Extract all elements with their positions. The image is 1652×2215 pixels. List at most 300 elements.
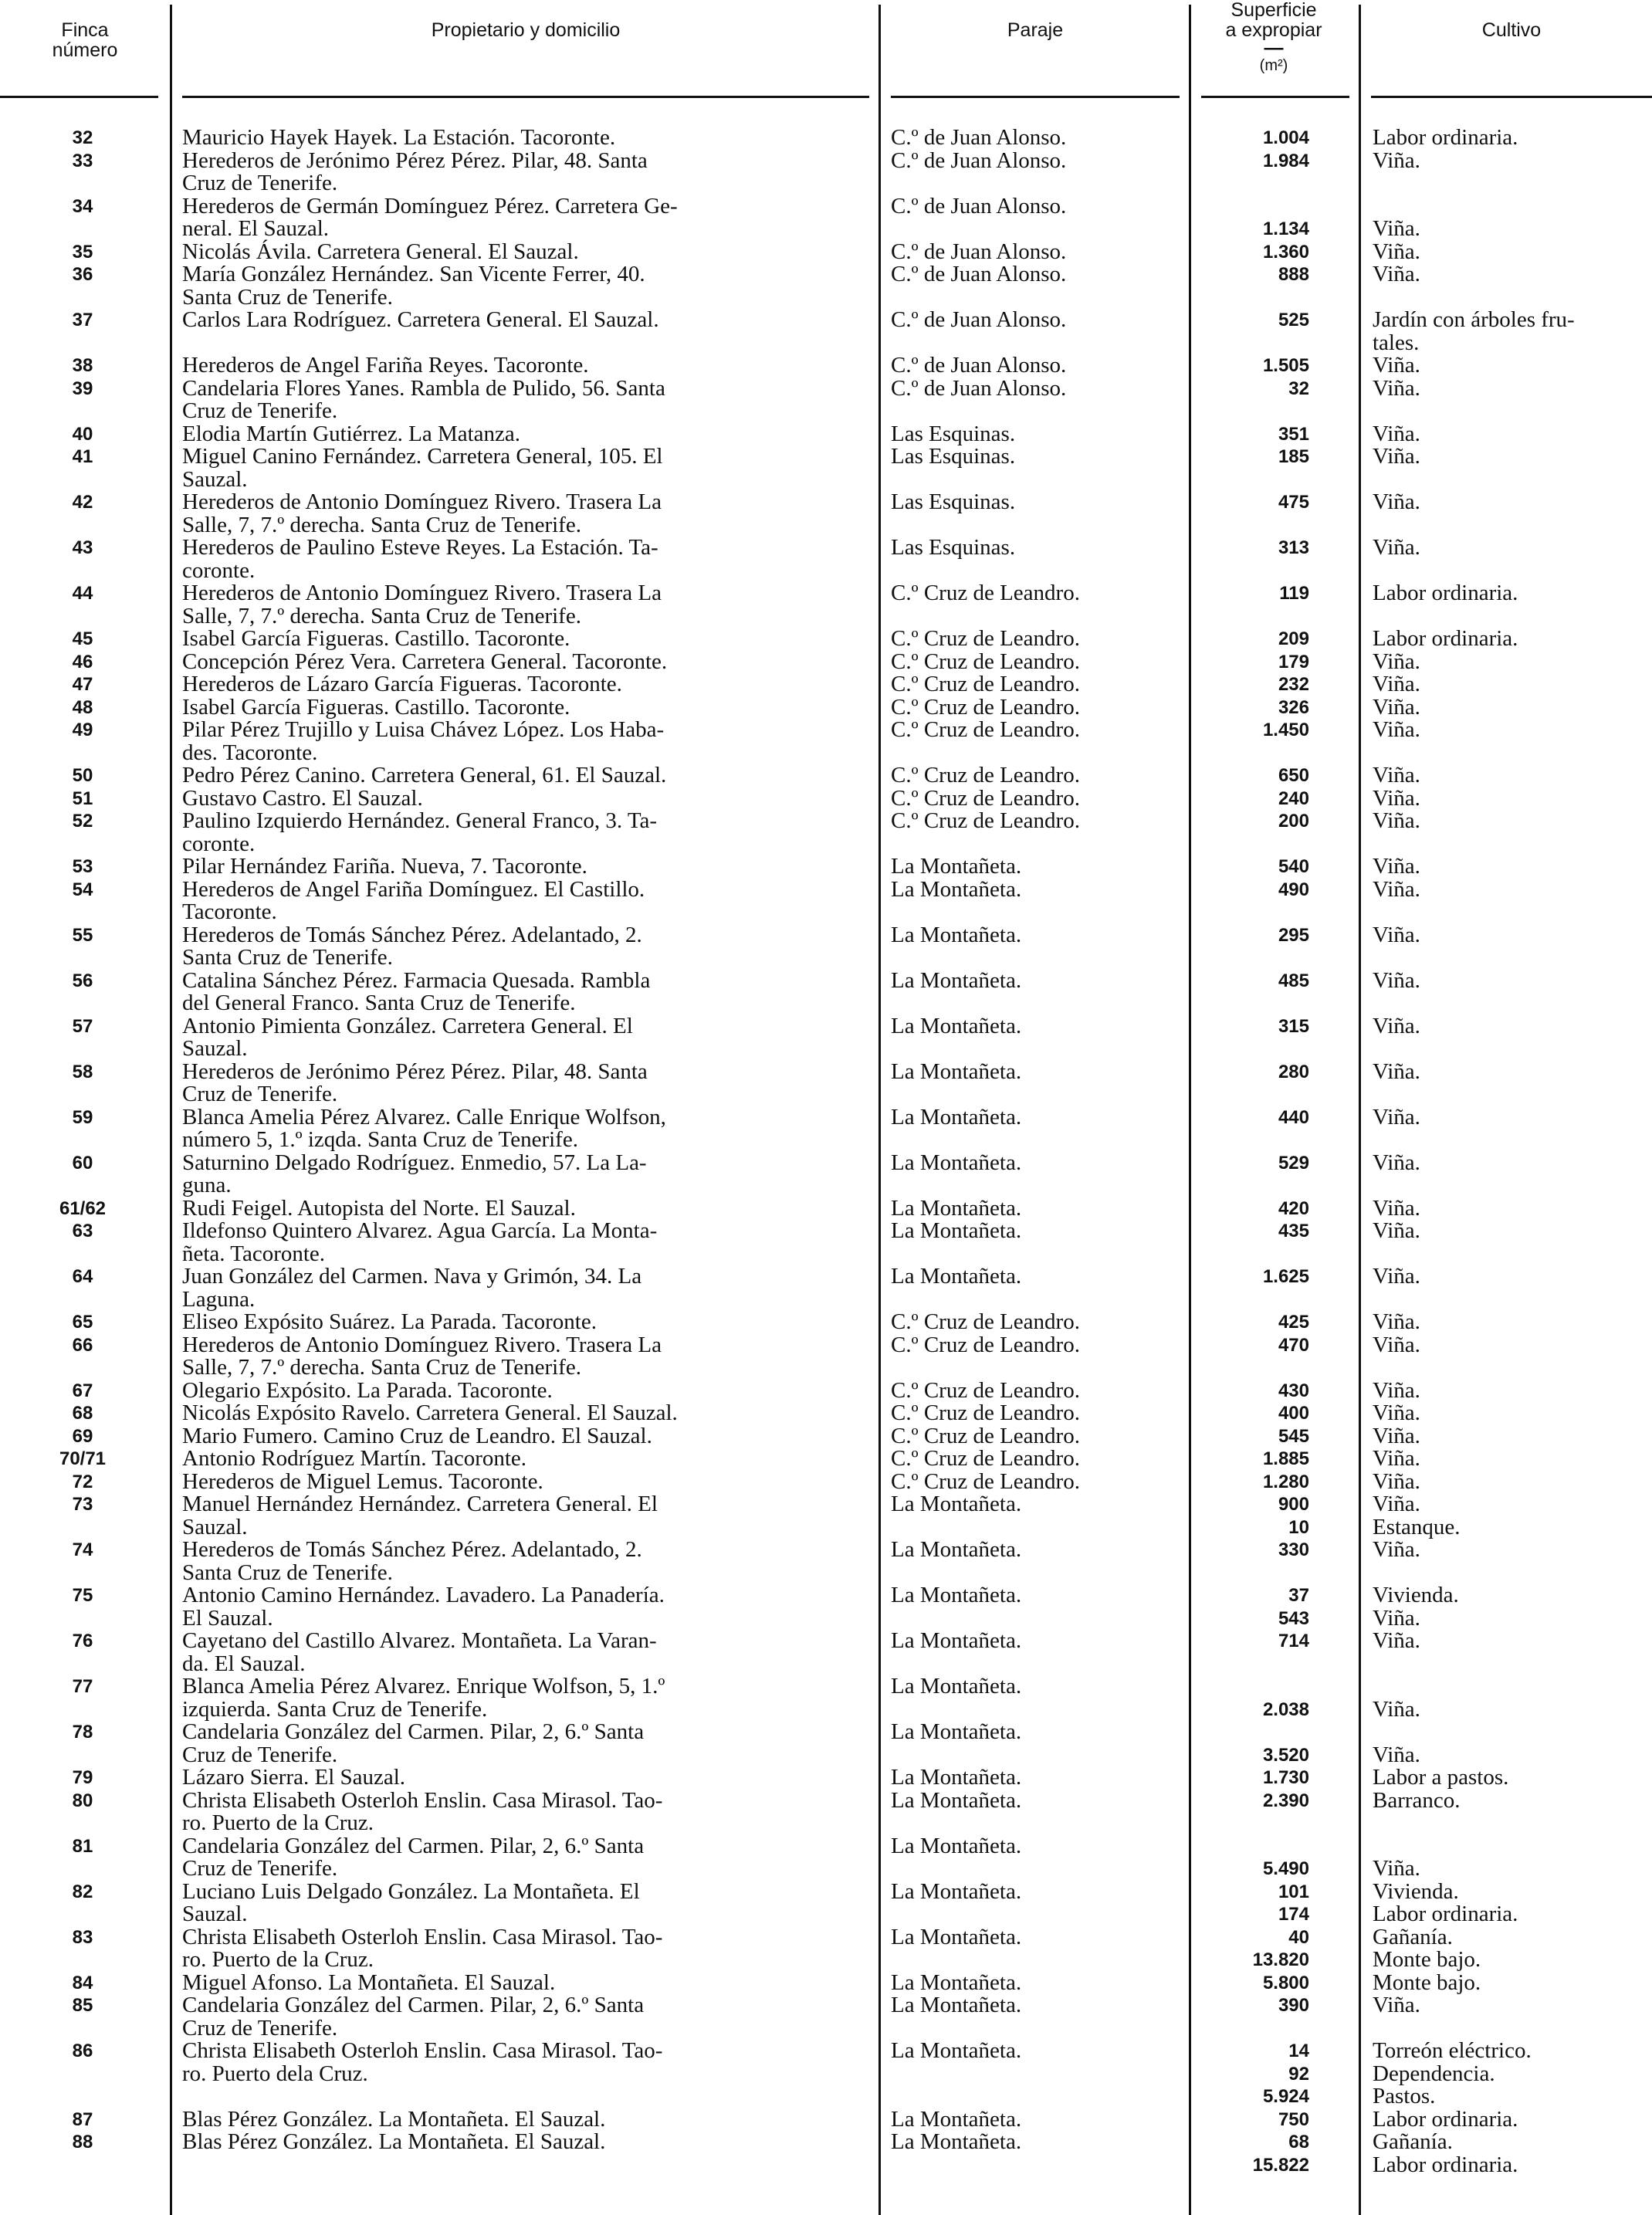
cultivo-cell-line: Viña. [1373, 1605, 1420, 1631]
finca-number [9, 764, 156, 787]
table-row [0, 354, 1652, 378]
table-row [0, 696, 1652, 720]
table-row [0, 1493, 1652, 1539]
cultivo-cell [1373, 491, 1650, 514]
superficie-cell [1204, 787, 1309, 811]
cultivo-cell [1373, 1015, 1650, 1038]
propietario-cell [182, 309, 869, 332]
propietario-cell-line: ñeta. Tacoronte. [182, 1241, 326, 1266]
propietario-cell [182, 1425, 869, 1448]
paraje-cell [891, 1721, 1176, 1744]
finca-number [9, 2040, 156, 2063]
table-row [0, 423, 1652, 446]
paraje-cell-line: C.º de Juan Alonso. [891, 147, 1067, 173]
finca-number [9, 1630, 156, 1653]
finca-number-line: 68 [72, 1403, 93, 1424]
header-finca [31, 20, 139, 60]
paraje-cell-line: La Montañeta. [891, 2038, 1022, 2063]
finca-number-line: 44 [72, 583, 93, 604]
paraje-cell-line: Las Esquinas. [891, 489, 1016, 514]
cultivo-cell-line: Viña. [1373, 216, 1420, 241]
finca-number [9, 537, 156, 560]
paraje-cell [891, 1402, 1176, 1425]
propietario-cell-line: Carlos Lara Rodríguez. Carretera General. El Sauzal. [182, 307, 659, 332]
superficie-cell [1204, 1106, 1309, 1130]
table-row [0, 147, 1652, 195]
finca-number-line: 67 [72, 1380, 93, 1401]
cultivo-cell-line: Viña. [1373, 1537, 1420, 1562]
paraje-cell-line: La Montañeta. [891, 1537, 1022, 1562]
propietario-cell-line: Antonio Rodríguez Martín. Tacoronte. [182, 1446, 527, 1471]
propietario-cell [182, 2040, 869, 2085]
propietario-cell-line: coronte. [182, 831, 256, 856]
propietario-cell [182, 147, 869, 195]
cultivo-cell-line: Vivienda. [1373, 1583, 1459, 1607]
table-row [0, 1334, 1652, 1380]
finca-number [9, 423, 156, 446]
superficie-cell [1204, 1881, 1309, 1926]
paraje-cell-line: Las Esquinas. [891, 535, 1016, 560]
table-row [0, 924, 1652, 970]
propietario-cell-line: Blanca Amelia Pérez Alvarez. Enrique Wolfson, 5, 1.º [182, 1674, 665, 1699]
propietario-cell [182, 651, 869, 674]
paraje-cell [891, 1926, 1176, 1949]
superficie-cell [1204, 1721, 1309, 1766]
finca-number [9, 150, 156, 173]
finca-number [9, 1493, 156, 1516]
cultivo-cell-line: Viña. [1373, 353, 1420, 378]
cultivo-cell [1373, 696, 1650, 720]
propietario-cell-line: Eliseo Expósito Suárez. La Parada. Tacoronte. [182, 1309, 597, 1334]
superficie-cell-line: 540 [1278, 856, 1309, 877]
propietario-cell-line: Herederos de Paulino Esteve Reyes. La Estación. Ta- [182, 535, 658, 560]
propietario-cell-line: Herederos de Jerónimo Pérez Pérez. Pilar, 48. Santa [182, 147, 648, 173]
superficie-cell-line: 400 [1278, 1403, 1309, 1424]
superficie-cell-line: 470 [1278, 1334, 1309, 1356]
cultivo-cell [1373, 787, 1650, 811]
propietario-cell [182, 354, 869, 378]
table-row [0, 491, 1652, 537]
propietario-cell-line: Christa Elisabeth Osterloh Enslin. Casa Mirasol. Tao- [182, 2038, 663, 2063]
propietario-cell [182, 1106, 869, 1152]
propietario-cell [182, 1265, 869, 1311]
paraje-cell [891, 787, 1176, 811]
paraje-cell [891, 1152, 1176, 1175]
cultivo-cell-line: Viña. [1373, 876, 1420, 902]
paraje-cell-line: La Montañeta. [891, 1787, 1022, 1813]
propietario-cell [182, 1402, 869, 1425]
propietario-cell [182, 1878, 869, 1926]
cultivo-cell-line: Viña. [1373, 444, 1420, 469]
paraje-cell-line: La Montañeta. [891, 1150, 1022, 1175]
cultivo-cell-line: Viña. [1373, 1377, 1420, 1403]
superficie-cell-line: 1.004 [1262, 127, 1309, 148]
cultivo-cell-line: Viña. [1373, 967, 1420, 993]
propietario-cell-line: Paulino Izquierdo Hernández. General Franco, 3. Ta- [182, 808, 658, 833]
superficie-cell [1204, 309, 1309, 332]
superficie-cell [1204, 1790, 1309, 1813]
finca-number-line: 42 [72, 492, 93, 513]
propietario-cell [182, 876, 869, 924]
cultivo-cell [1373, 1220, 1650, 1243]
paraje-cell [891, 1766, 1176, 1790]
cultivo-cell [1373, 1926, 1650, 1972]
propietario-cell-line: Ildefonso Quintero Alvarez. Agua García. La Monta- [182, 1218, 658, 1243]
finca-number-line: 85 [72, 1995, 93, 2016]
superficie-cell [1204, 1334, 1309, 1357]
cultivo-cell [1373, 1402, 1650, 1425]
cultivo-cell-line: Viña. [1373, 1195, 1420, 1221]
finca-number-line: 38 [72, 355, 93, 376]
superficie-cell-line: 119 [1279, 583, 1309, 604]
cultivo-cell [1373, 1265, 1650, 1289]
superficie-cell [1204, 924, 1309, 947]
paraje-cell [891, 445, 1176, 469]
paraje-cell-line: La Montañeta. [891, 854, 1022, 879]
cultivo-cell [1373, 1448, 1650, 1471]
cultivo-cell-line: Viña. [1373, 239, 1420, 264]
propietario-cell-line: izquierda. Santa Cruz de Tenerife. [182, 1696, 488, 1722]
cultivo-cell [1373, 2108, 1650, 2132]
table-row [0, 2108, 1652, 2132]
propietario-cell-line: Cruz de Tenerife. [182, 1856, 338, 1881]
table-row [0, 263, 1652, 309]
paraje-cell [891, 147, 1176, 173]
paraje-cell [891, 1015, 1176, 1038]
cultivo-cell [1373, 537, 1650, 560]
table-row [0, 2131, 1652, 2176]
finca-number-line: 45 [72, 628, 93, 649]
cultivo-cell-line: Viña. [1373, 1058, 1420, 1084]
cultivo-cell-line: Viña. [1373, 808, 1420, 833]
superficie-cell-line: 543 [1278, 1607, 1309, 1629]
propietario-cell-line: Isabel García Figueras. Castillo. Tacoronte. [182, 626, 570, 651]
cultivo-cell [1373, 2131, 1650, 2176]
propietario-cell-line: El Sauzal. [182, 1605, 273, 1631]
paraje-cell [891, 1969, 1176, 1995]
finca-number [9, 651, 156, 674]
superficie-cell-line: 174 [1278, 1904, 1309, 1925]
superficie-cell-line: 179 [1278, 651, 1309, 672]
paraje-cell [891, 651, 1176, 674]
paraje-cell [891, 810, 1176, 833]
propietario-cell [182, 263, 869, 309]
propietario-cell-line: Cruz de Tenerife. [182, 171, 338, 195]
superficie-cell [1204, 879, 1309, 902]
cultivo-cell [1373, 764, 1650, 787]
propietario-cell [182, 1675, 869, 1721]
paraje-cell [891, 375, 1176, 401]
superficie-cell-line: 485 [1278, 970, 1309, 991]
cultivo-cell [1373, 1787, 1650, 1813]
paraje-cell-line: C.º de Juan Alonso. [891, 262, 1067, 286]
propietario-cell-line: Candelaria González del Carmen. Pilar, 2, 6.º Santa [182, 1993, 645, 2017]
superficie-cell-line: 529 [1278, 1152, 1309, 1174]
superficie-cell [1204, 263, 1309, 286]
propietario-cell-line: Antonio Camino Hernández. Lavadero. La Panadería. [182, 1583, 665, 1607]
table-row [0, 810, 1652, 855]
cultivo-cell [1373, 1425, 1650, 1448]
propietario-cell [182, 1152, 869, 1197]
superficie-cell [1204, 1061, 1309, 1084]
superficie-cell-line: 5.800 [1262, 1972, 1309, 1993]
paraje-cell-line: La Montañeta. [891, 967, 1022, 993]
finca-number [9, 491, 156, 514]
paraje-cell-line: C.º Cruz de Leandro. [891, 1309, 1080, 1334]
propietario-cell [182, 582, 869, 628]
paraje-cell-line: La Montañeta. [891, 1969, 1022, 1995]
finca-number-line: 66 [72, 1334, 93, 1356]
table-row [0, 1926, 1652, 1972]
finca-number-line: 55 [72, 924, 93, 946]
finca-number-line: 69 [72, 1425, 93, 1447]
cultivo-cell [1373, 1377, 1650, 1403]
propietario-cell [182, 241, 869, 264]
finca-number-line: 77 [72, 1676, 93, 1697]
paraje-cell [891, 1675, 1176, 1699]
finca-number-line: 40 [72, 423, 93, 445]
superficie-cell-line: 200 [1278, 811, 1309, 831]
cultivo-cell-line: Gañanía. [1373, 2129, 1453, 2154]
paraje-cell-line: La Montañeta. [891, 1195, 1022, 1221]
paraje-cell-line: C.º Cruz de Leandro. [891, 1446, 1080, 1471]
finca-number-line: 78 [72, 1722, 93, 1743]
cultivo-cell [1373, 1630, 1650, 1653]
paraje-cell [891, 696, 1176, 720]
propietario-cell [182, 764, 869, 787]
cultivo-cell-line: Viña. [1373, 785, 1420, 811]
superficie-cell-line: 5.490 [1262, 1858, 1309, 1879]
paraje-cell-line: La Montañeta. [891, 1924, 1022, 1949]
cultivo-cell-line: Viña. [1373, 1309, 1420, 1334]
finca-number-line: 65 [72, 1312, 93, 1333]
finca-number-line: 87 [72, 2108, 93, 2130]
cultivo-cell [1373, 1675, 1650, 1721]
finca-number [9, 1448, 156, 1471]
cultivo-cell-line: Viña. [1373, 1104, 1420, 1130]
propietario-cell-line: Miguel Afonso. La Montañeta. El Sauzal. [182, 1969, 556, 1995]
superficie-cell-line [1204, 195, 1309, 218]
cultivo-cell [1373, 195, 1650, 241]
paraje-cell-line: La Montañeta. [891, 1628, 1022, 1653]
superficie-cell [1204, 651, 1309, 674]
finca-number-line: 61/62 [59, 1197, 107, 1219]
superficie-cell [1204, 2131, 1309, 2176]
superficie-cell [1204, 673, 1309, 696]
finca-number [9, 1015, 156, 1038]
superficie-cell-line: 13.820 [1252, 1949, 1309, 1970]
cultivo-cell [1373, 354, 1650, 378]
superficie-cell-line: 545 [1278, 1425, 1309, 1447]
propietario-cell-line: des. Tacoronte. [182, 740, 318, 765]
finca-number [9, 673, 156, 696]
paraje-cell [891, 1377, 1176, 1403]
paraje-cell-line: C.º Cruz de Leandro. [891, 1332, 1080, 1357]
table-row [0, 582, 1652, 628]
finca-number-line: 70/71 [59, 1448, 107, 1469]
paraje-cell-line: C.º Cruz de Leandro. [891, 672, 1080, 696]
finca-number-line: 50 [72, 765, 93, 786]
propietario-cell-line: Santa Cruz de Tenerife. [182, 1560, 393, 1585]
cultivo-cell-line: Torreón eléctrico. [1373, 2038, 1532, 2063]
paraje-cell [891, 924, 1176, 947]
table-row [0, 195, 1652, 241]
header-rule [0, 96, 158, 98]
propietario-cell-line: Concepción Pérez Vera. Carretera General. Tacoronte. [182, 649, 668, 674]
paraje-cell-line: C.º Cruz de Leandro. [891, 763, 1080, 787]
superficie-cell-line: 430 [1278, 1380, 1309, 1401]
header-superficie-dash: — [1264, 37, 1284, 59]
paraje-cell [891, 423, 1176, 446]
finca-number [9, 1766, 156, 1790]
paraje-cell-line: C.º de Juan Alonso. [891, 353, 1067, 378]
propietario-cell-line: Cruz de Tenerife. [182, 2015, 338, 2041]
table-row [0, 1630, 1652, 1675]
superficie-cell-line: 315 [1278, 1015, 1309, 1037]
propietario-cell [182, 1311, 869, 1334]
paraje-cell [891, 1787, 1176, 1813]
table-row [0, 1377, 1652, 1403]
paraje-cell-line: La Montañeta. [891, 1993, 1022, 2017]
superficie-cell-line: 92 [1288, 2063, 1309, 2085]
cultivo-cell-line: Viña. [1373, 147, 1420, 173]
paraje-cell [891, 241, 1176, 264]
table-row [0, 537, 1652, 582]
finca-number [9, 1061, 156, 1084]
finca-number-line: 73 [72, 1494, 93, 1515]
paraje-cell-line: La Montañeta. [891, 1878, 1022, 1904]
paraje-cell-line: C.º Cruz de Leandro. [891, 649, 1080, 674]
finca-number [9, 1790, 156, 1813]
finca-number-line: 86 [72, 2041, 93, 2061]
propietario-cell-line: neral. El Sauzal. [182, 216, 330, 241]
propietario-cell [182, 1197, 869, 1221]
superficie-cell [1204, 195, 1309, 241]
paraje-cell [891, 628, 1176, 651]
propietario-cell-line: Laguna. [182, 1286, 256, 1312]
superficie-cell [1204, 1766, 1309, 1790]
header-cultivo: Cultivo [1481, 19, 1542, 41]
cultivo-cell-line: Viña. [1373, 1332, 1420, 1357]
table-row [0, 651, 1652, 674]
superficie-cell-line: 330 [1278, 1539, 1309, 1560]
propietario-cell-line: Candelaria Flores Yanes. Rambla de Pulido, 56. Santa [182, 375, 665, 401]
propietario-cell [182, 1220, 869, 1265]
paraje-cell [891, 967, 1176, 993]
cultivo-cell-line: Viña. [1373, 649, 1420, 674]
finca-number [9, 924, 156, 947]
paraje-cell [891, 1311, 1176, 1334]
superficie-cell [1204, 1471, 1309, 1494]
superficie-cell [1204, 1015, 1309, 1038]
finca-number [9, 1220, 156, 1243]
propietario-cell-line: Tacoronte. [182, 899, 277, 924]
table-row [0, 1311, 1652, 1334]
propietario-cell-line: Herederos de Tomás Sánchez Pérez. Adelantado, 2. [182, 922, 642, 947]
cultivo-cell [1373, 1878, 1650, 1926]
finca-number-line: 54 [72, 879, 93, 900]
propietario-cell [182, 375, 869, 423]
cultivo-cell-line: Viña. [1373, 763, 1420, 787]
finca-number [9, 1675, 156, 1699]
finca-number [9, 787, 156, 811]
superficie-cell-line: 390 [1278, 1995, 1309, 2016]
propietario-cell-line: Herederos de Angel Fariña Domínguez. El Castillo. [182, 876, 645, 902]
finca-number [9, 810, 156, 833]
paraje-cell [891, 1334, 1176, 1357]
header-finca-line: Finca [61, 19, 109, 41]
cultivo-cell [1373, 1058, 1650, 1084]
superficie-cell-line: 280 [1278, 1061, 1309, 1082]
paraje-cell [891, 764, 1176, 787]
superficie-cell [1204, 1311, 1309, 1334]
propietario-cell-line: Herederos de Antonio Domínguez Rivero. Trasera La [182, 489, 662, 514]
propietario-cell-line: Nicolás Ávila. Carretera General. El Sauzal. [182, 239, 579, 264]
propietario-cell-line: guna. [182, 1173, 232, 1197]
cultivo-cell-line: Viña. [1373, 1400, 1420, 1425]
table-row [0, 719, 1652, 764]
paraje-cell [891, 2040, 1176, 2063]
superficie-cell-line: 101 [1278, 1881, 1309, 1902]
finca-number [9, 1106, 156, 1130]
paraje-cell-line: C.º Cruz de Leandro. [891, 1468, 1080, 1494]
table-row [0, 967, 1652, 1015]
propietario-cell-line: Cruz de Tenerife. [182, 398, 338, 423]
propietario-cell [182, 810, 869, 855]
table-row [0, 764, 1652, 787]
propietario-cell [182, 491, 869, 537]
finca-number [9, 696, 156, 720]
cultivo-cell [1373, 1152, 1650, 1175]
finca-number [9, 1152, 156, 1175]
finca-number [9, 1311, 156, 1334]
cultivo-cell-line: Viña. [1373, 262, 1420, 286]
cultivo-cell-line: Viña. [1373, 694, 1420, 720]
paraje-cell-line: C.º Cruz de Leandro. [891, 717, 1080, 742]
paraje-cell-line: C.º de Juan Alonso. [891, 307, 1067, 332]
paraje-cell-line: C.º Cruz de Leandro. [891, 1400, 1080, 1425]
propietario-cell [182, 445, 869, 491]
paraje-cell [891, 491, 1176, 514]
cultivo-cell-line: Viña. [1373, 1993, 1420, 2017]
superficie-cell [1204, 1402, 1309, 1425]
paraje-cell-line: La Montañeta. [891, 1218, 1022, 1243]
propietario-cell-line: Pedro Pérez Canino. Carretera General, 61. El Sauzal. [182, 763, 667, 787]
table-row [0, 673, 1652, 696]
table-row [0, 1265, 1652, 1311]
superficie-cell [1204, 1994, 1309, 2017]
cultivo-cell [1373, 1994, 1650, 2017]
cultivo-cell-line: Gañanía. [1373, 1924, 1453, 1949]
cultivo-cell [1373, 1311, 1650, 1334]
finca-number-line: 83 [72, 1926, 93, 1948]
superficie-cell [1204, 582, 1309, 605]
cultivo-cell [1373, 1334, 1650, 1357]
paraje-cell-line: C.º Cruz de Leandro. [891, 808, 1080, 833]
propietario-cell [182, 1448, 869, 1471]
header-superficie-line: a expropiar [1225, 19, 1322, 41]
superficie-cell-line: 40 [1288, 1926, 1309, 1948]
propietario-cell [182, 1766, 869, 1790]
finca-number [9, 1197, 156, 1221]
propietario-cell [182, 673, 869, 696]
paraje-cell [891, 537, 1176, 560]
finca-number [9, 1835, 156, 1858]
superficie-cell [1204, 378, 1309, 401]
cultivo-cell [1373, 651, 1650, 674]
finca-number [9, 127, 156, 150]
cultivo-cell [1373, 147, 1650, 173]
